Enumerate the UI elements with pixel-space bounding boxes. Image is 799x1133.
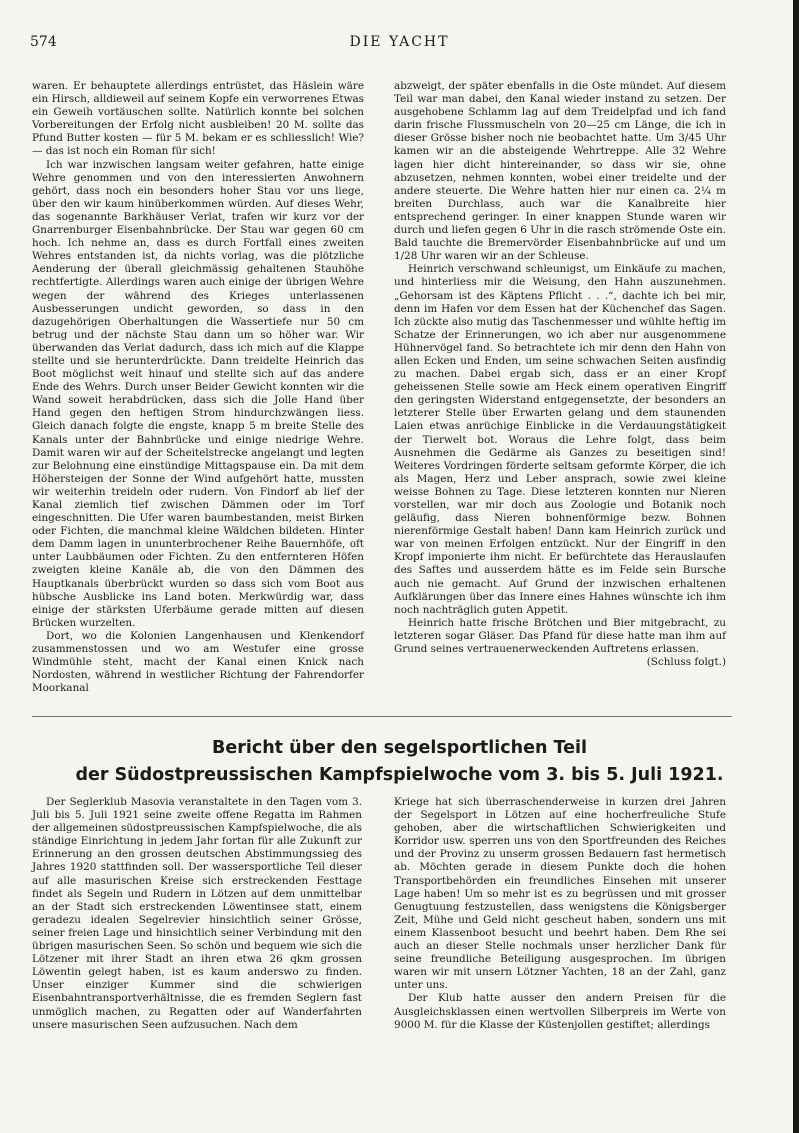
paragraph: Der Klub hatte ausser den andern Preisen für die Ausgleichsklassen einen wertvollen Silberpreis im Werte von 9000 M. für die Klasse der Küstenjollen gestiftet; allerdings [394, 992, 726, 1031]
paragraph: Heinrich hatte frische Brötchen und Bier mitgebracht, zu letzteren sogar Gläser. Das Pfand für diese hatte man ihm auf Grund seines vertrauenerweckenden Auftretens erlassen. [394, 616, 726, 656]
scan-edge [793, 0, 799, 1133]
paragraph: Dort, wo die Kolonien Langenhausen und Klenkendorf zusammenstossen und wo am Westufer eine grosse Windmühle steht, macht der Kanal einen Knick nach Nordosten, während in westlicher Richtung der Fahrendorfer Moorkanal [32, 629, 364, 695]
paragraph: abzweigt, der später ebenfalls in die Oste mündet. Auf diesem Teil war man dabei, den Kanal wieder instand zu setzen. Der ausgehobene Schlamm lag auf dem Treidelpfad und ich fand darin frische Flussmuscheln von 20—25 cm Länge, die ich in dieser Grösse bisher noch nie beobachtet hatte. Um 3/45 Uhr kamen wir an die absteigende Wehrtreppe. Alle 32 Wehre lagen hier dicht hintereinander, so dass wir sie, ohne abzusetzen, nehmen konnten, wobei einer treidelte und der andere steuerte. Die Wehre hatten hier nur einen ca. 2¼ m breiten Durchlass, auch war die Kanalbreite hier entsprechend geringer. In einer knappen Stunde waren wir durch und liefen gegen 6 Uhr in die rasch strömende Oste ein. Bald tauchte die Bremervörder Eisenbahnbrücke auf und um 1/28 Uhr waren wir an der Schleuse. [394, 80, 726, 263]
report-headline [0, 735, 799, 789]
headline-line-2: der Südostpreussischen Kampfspielwoche vom 3. bis 5. Juli 1921. [75, 765, 724, 785]
report-left-column [32, 796, 362, 1032]
paragraph: Der Seglerklub Masovia veranstaltete in den Tagen vom 3. Juli bis 5. Juli 1921 seine zweite offene Regatta im Rahmen der allgemeinen südostpreussischen Kampfspielwoche, die als ständige Einrichtung in jedem Jahr fortan für alle Zukunft zur Erinnerung an den grossen deutschen Abstimmungssieg des Jahres 1920 stattfinden soll. Der wassersportliche Teil dieser auf alle masurischen Kreise sich erstreckenden Festtage findet als Segeln und Rudern in Lötzen auf dem unmittelbar an der Stadt sich erstreckenden Löwentinsee statt, einem geradezu idealen Segelrevier hinsichtlich seiner Grösse, seiner freien Lage und hinsichtlich seiner Verbindung mit den übrigen masurischen Seen. So schön und bequem wie sich die Lötzener mit ihrer Stadt an ihren etwa 26 qkm grossen Löwentin gelegt haben, ist es kaum anderswo zu finden. Unser einziger Kummer sind die schwierigen Eisenbahntransportverhältnisse, die es fremden Seglern fast unmöglich machen, zu Regatten oder auf Wanderfahrten unsere masurischen Seen aufzusuchen. Nach dem [32, 796, 362, 1031]
page-number: 574 [30, 34, 57, 50]
report-right-column [394, 796, 726, 1032]
paragraph: waren. Er behauptete allerdings entrüstet, das Häslein wäre ein Hirsch, alldieweil auf seinem Kopfe ein verworrenes Etwas ein Geweih vortäuschen sollte. Natürlich konnte bei solchen Vorbereitungen der Erfolg nicht ausbleiben! 20 M. sollte das Pfund Butter kosten — für 5 M. bekam er es schliesslich! Wie? — das ist noch ein Roman für sich! [32, 80, 364, 158]
story-right-column [394, 80, 726, 669]
paragraph: Heinrich verschwand schleunigst, um Einkäufe zu machen, und hinterliess mir die Weisung, den Hahn auszunehmen. „Gehorsam ist des Käptens Pflicht . . .“, dachte ich bei mir, denn im Hafen vor dem Essen hat der Küchenchef das Sagen. Ich zückte also mutig das Taschenmesser und wühlte heftig im Schatze der Erinnerungen, wo ich aber nur ausgenommene Hühnervögel fand. So betrachtete ich mir denn den Hahn von allen Ecken und Enden, um seine schwachen Seiten ausfindig zu machen. Dabei ergab sich, dass er an einer Kropf geheissenen Stelle sowie am Heck einem operativen Eingriff den geringsten Widerstand entgegensetzte, der besonders an letzterer Stelle über Erwarten gelang und dem staunenden Laien etwas anrüchige Einblicke in die Verdauungstätigkeit der Tierwelt bot. Woraus die Lehre folgt, dass beim Ausnehmen die Gedärme als Ganzes zu beseitigen sind! Weiteres Vordringen förderte seltsam geformte Körper, die ich als Magen, Herz und Leber ansprach, sowie zwei kleine weisse Bohnen zu Tage. Diese letzteren konnten nur Nieren vorstellen, war mir doch aus Zoologie und Botanik noch geläufig, dass Nieren bohnenförmige bezw. Bohnen nierenförmige Gestalt haben! Dann kam Heinrich zurück und war von meinen Erfolgen entzückt. Nur der Eingriff in den Kropf imponierte ihm nicht. Er befürchtete das Herauslaufen des Saftes und ausserdem hätte es im Felde sein Bursche auch nie gemacht. Auf Grund der inzwischen erhaltenen Aufklärungen über das Innere eines Hahnes wünschte ich ihm noch nachträglich guten Appetit. [394, 263, 726, 616]
paragraph: Kriege hat sich überraschenderweise in kurzen drei Jahren der Segelsport in Lötzen auf eine hocherfreuliche Stufe gehoben, aber die wirtschaftlichen Schwierigkeiten und Korridor usw. sperren uns von den Sportfreunden des Reiches und der Provinz zu unserm grossen Bedauern fast hermetisch ab. Möchten gerade in diesem Punkte doch die hohen Transportbehörden ein freundliches Einsehen mit unserer Lage haben! Um so mehr ist es zu begrüssen und mit grosser Genugtuung festzustellen, dass wenigstens die Königsberger Zeit, Mühe und Geld nicht gescheut haben, sondern uns mit einem Klassenboot besucht und beehrt haben. Dem Rhe sei auch an dieser Stelle nochmals unser herzlicher Dank für seine freundliche Beteiligung ausgesprochen. Im übrigen waren wir mit unsern Lötzner Yachten, 18 an der Zahl, ganz unter uns. [394, 796, 726, 992]
story-left-column [32, 80, 364, 695]
headline-line-1: Bericht über den segelsportlichen Teil [211, 738, 588, 758]
to-be-continued: (Schluss folgt.) [646, 656, 726, 669]
paragraph: Ich war inzwischen langsam weiter gefahren, hatte einige Wehre genommen und von den interessierten Anwohnern gehört, dass noch ein besonders hoher Stau vor uns liege, über den wir kaum hinüberkommen würden. Auf dieses Wehr, das sogenannte Barkhäuser Verlat, trafen wir kurz vor der Gnarrenburger Eisenbahnbrücke. Der Stau war gegen 60 cm hoch. Ich nehme an, dass es durch Fortfall eines zweiten Wehres entstanden ist, da nichts vorlag, was die plötzliche Aenderung der überall gleichmässig gehaltenen Stauhöhe rechtfertigte. Allerdings waren auch einige der übrigen Wehre wegen der während des Krieges unterlassenen Ausbesserungen undicht geworden, so dass in den dazugehörigen Oberhaltungen die Wassertiefe nur 50 cm betrug und der nächste Stau dann um so höher war. Wir überwanden das Verlat dadurch, dass ich mich auf die Klappe stellte und sie herunterdrückte. Dann treidelte Heinrich das Boot möglichst weit hinauf und stellte sich auf das andere Ende des Wehrs. Durch unser Beider Gewicht konnten wir die Wand soweit herabdrücken, dass sich die Jolle Hand über Hand gegen den heftigen Strom hindurchzwängen liess. Gleich danach folgte die engste, knapp 5 m breite Stelle des Kanals unter der Bahnbrücke und einige niedrige Wehre. Damit waren wir auf der Scheitelstrecke angelangt und legten zur Belohnung eine einstündige Mittagspause ein. Da mit dem Höhersteigen der Sonne der Wind aufgehört hatte, mussten wir weiterhin treideln oder rudern. Von Findorf ab lief der Kanal ziemlich tief zwischen Dämmen oder im Torf eingeschnitten. Die Ufer waren baumbestanden, meist Birken oder Fichten, die manchmal kleine Wäldchen bildeten. Hinter dem Damm lagen in ununterbrochener Reihe Bauernhöfe, oft unter Laubbäumen oder Fichten. Zu den entfernteren Höfen zweigten kleine Kanäle ab, die von den Dämmen des Hauptkanals überbrückt wurden so dass sich vom Boot aus hübsche Ausblicke ins Land boten. Merkwürdig war, dass einige der stärksten Uferbäume gerade mitten auf diesen Brücken wurzelten. [32, 158, 364, 629]
section-divider [32, 716, 732, 717]
running-head: DIE YACHT [349, 34, 450, 50]
